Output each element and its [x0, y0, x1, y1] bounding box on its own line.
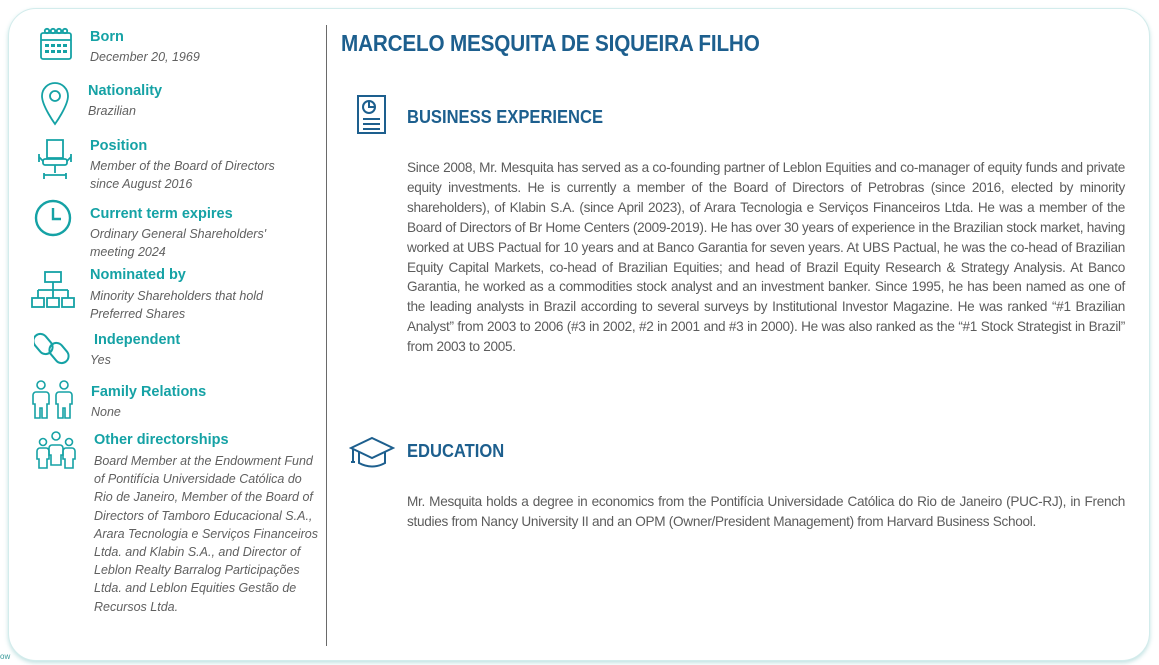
- report-document-icon: [356, 94, 388, 136]
- directorships-value: Board Member at the Endowment Fund of Pontifícia Universidade Católica do Rio de Janeiro, Member of the Board of Directors of Tamboro Educacional S.A., Arara Tecnologia e Serviços Financeiros Ltda. and Klabin S.A., and Director of Leblon Realty Barralog Participações Ltda. and Leblon Equities Gestão de Recursos Ltda.: [94, 454, 318, 614]
- family-label: Family Relations: [91, 384, 207, 400]
- family-value: None: [91, 405, 121, 419]
- education-title: EDUCATION: [407, 441, 505, 461]
- term-value: Ordinary General Shareholders' meeting 2024: [90, 227, 267, 260]
- position-value: Member of the Board of Directors since August 2016: [90, 159, 275, 192]
- directorships-label: Other directorships: [94, 432, 229, 448]
- group-icon: [36, 431, 76, 471]
- nominated-label: Nominated by: [90, 267, 186, 283]
- nationality-value: Brazilian: [88, 104, 136, 118]
- independent-label: Independent: [94, 332, 181, 348]
- org-chart-icon: [31, 270, 75, 310]
- family-icon: [30, 380, 76, 420]
- born-label: Born: [90, 29, 124, 45]
- footer-fragment: ow: [0, 652, 11, 661]
- education-text: Mr. Mesquita holds a degree in economics from the Pontifícia Universidade Católica do Rio de Janeiro (PUC-RJ), in French studies from Nancy University II and an OPM (Owner/President Management) from Harvard Business School.: [407, 494, 1125, 529]
- born-value: December 20, 1969: [90, 50, 200, 64]
- person-name: MARCELO MESQUITA DE SIQUEIRA FILHO: [341, 30, 760, 56]
- location-pin-icon: [38, 80, 72, 126]
- clock-icon: [34, 199, 74, 239]
- calendar-icon: [38, 26, 74, 62]
- column-divider: [326, 25, 327, 646]
- independent-value: Yes: [90, 353, 111, 367]
- experience-text: Since 2008, Mr. Mesquita has served as a co-founding partner of Leblon Equities and co-manager of equity funds and private equity investments. He is currently a member of the Board of Directors of Petrobras (since 2016, elected by minority shareholders), of Klabin S.A. (since April 2023), of Arara Tecnologia e Serviços Financeiros Ltda. He was a member of the Board of Directors of Br Home Centers (2009-2019). He has over 30 years of experience in the Brazilian stock market, having worked at UBS Pactual for 10 years and at Banco Garantia for seven years. At UBS Pactual, he was the co-head of Brazilian Equity Capital Markets, co-head of Brazilian Equities; and head of Brazil Equity Research & Strategy Analysis. At Banco Garantia, he worked as a commodities stock analyst and an investment banker. Since 1995, he has been named as one of the leading analysts in Brazil according to several surveys by Institutional Investor Magazine. He was ranked “#1 Brazilian Analyst” from 2003 to 2006 (#3 in 2002, #2 in 2001 and #3 in 2000). He was also ranked as the “#1 Stock Strategist in Brazil” from 2003 to 2005.: [407, 160, 1125, 355]
- experience-title: BUSINESS EXPERIENCE: [407, 107, 604, 127]
- nationality-label: Nationality: [88, 83, 163, 99]
- nominated-value: Minority Shareholders that hold Preferred Shares: [90, 289, 264, 322]
- office-chair-icon: [36, 137, 74, 181]
- graduation-cap-icon: [349, 436, 395, 470]
- chain-link-icon: [34, 328, 72, 368]
- position-label: Position: [90, 138, 148, 154]
- term-label: Current term expires: [90, 206, 233, 222]
